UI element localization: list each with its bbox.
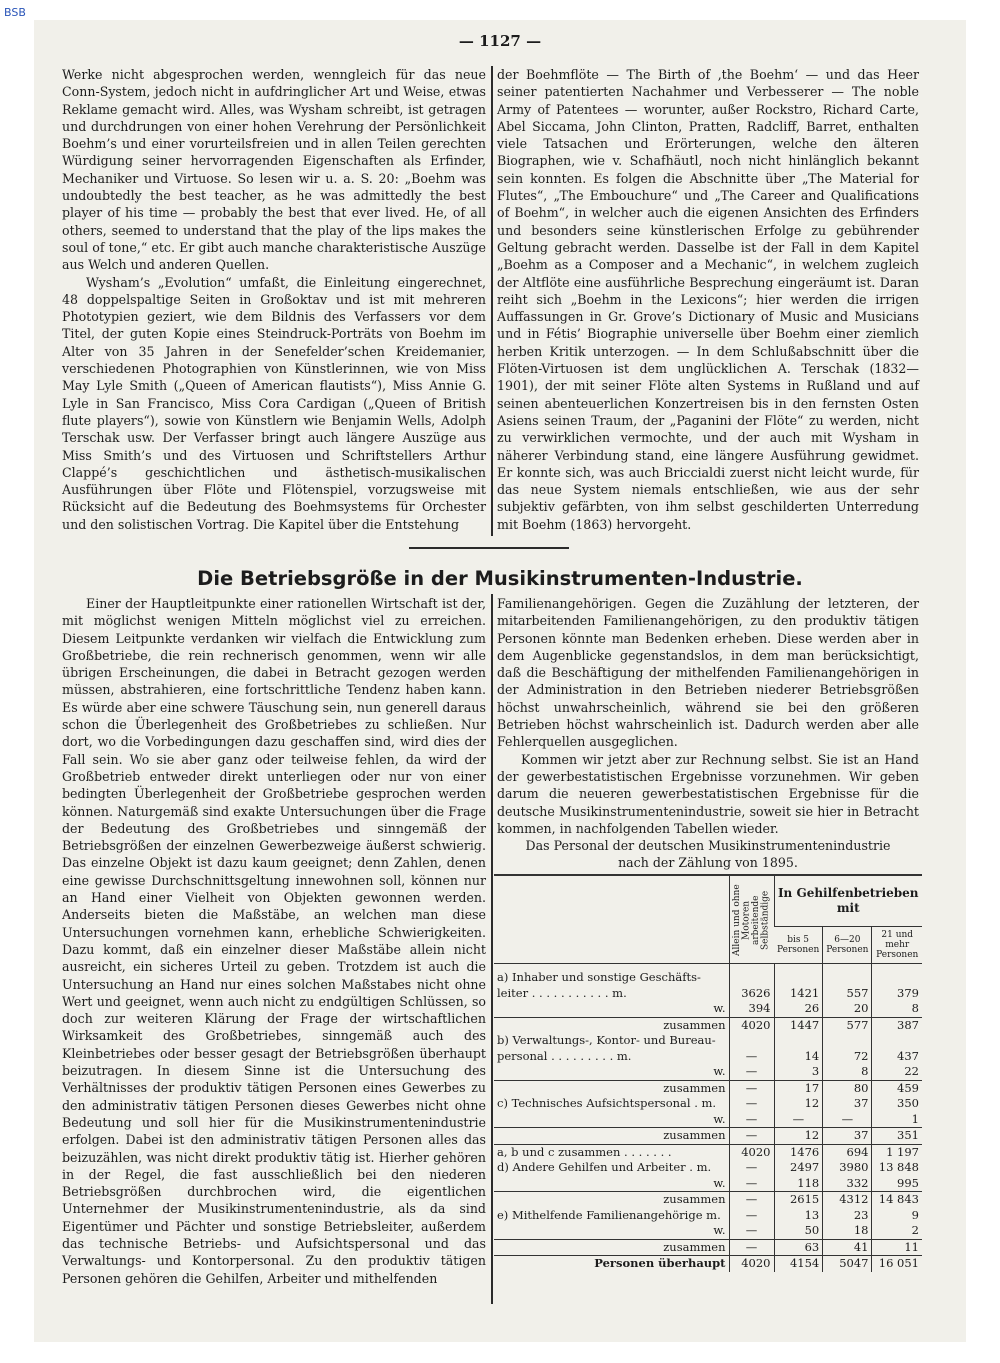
table-corner [494, 875, 729, 964]
upper-right-column [497, 66, 919, 533]
lower-right-column [497, 595, 919, 872]
cell: 3626 [729, 986, 774, 1002]
cell: 16 051 [872, 1256, 922, 1272]
cell: 1421 [774, 986, 823, 1002]
cell: 37 [823, 1096, 872, 1112]
row-c-total: zusammen [494, 1128, 729, 1145]
cell: 350 [872, 1096, 922, 1112]
cell: 14 843 [872, 1192, 922, 1208]
cell: 394 [729, 1001, 774, 1017]
cell: — [823, 1112, 872, 1128]
row-e-m: e) Mithelfende Familienangehörige m. [497, 1207, 721, 1222]
header-gehilfenbetriebe: In Gehilfenbetrieben mit [774, 875, 922, 927]
cell: 12 [774, 1128, 823, 1145]
cell: 18 [823, 1223, 872, 1239]
cell: — [729, 1080, 774, 1096]
row-a-total: zusammen [494, 1017, 729, 1033]
cell: 17 [774, 1080, 823, 1096]
page-number: — 1127 — [458, 32, 542, 50]
row-b-label: b) Verwaltungs-, Kontor- und Bureau- [497, 1033, 716, 1047]
cell: 459 [872, 1080, 922, 1096]
row-a-label: a) Inhaber und sonstige Geschäfts- [494, 964, 729, 986]
row-persons-total: Personen überhaupt [494, 1256, 729, 1272]
cell: 13 [774, 1208, 823, 1224]
row-abc-total: a, b und c zusammen . . . . . . . [494, 1144, 729, 1160]
cell: 995 [872, 1176, 922, 1192]
header-allein: Allein und ohne Motoren arbeitende Selbständige [729, 875, 774, 964]
cell: 1447 [774, 1017, 823, 1033]
cell: 2615 [774, 1192, 823, 1208]
paragraph: Familienangehörigen. Gegen die Zuzählung der letzteren, der mitarbeitenden Familienangehörigen, zu den produktiv tätigen Personen könnte man Bedenken erheben. Diese werden aber in dem Augenblicke gegenstandslos, in dem man berücksichtigt, daß die Beschäftigung der mithelfenden Familienangehörigen in der Administration in den Betrieben niederer Betriebsgrößen höchst unwahrscheinlich, während sie bei den größeren Betrieben höchst wahrscheinlich ist. Dadurch werden aber alle Fehlerquellen ausgeglichen. [497, 596, 919, 750]
row-e-total: zusammen [494, 1239, 729, 1256]
cell: 2 [872, 1223, 922, 1239]
cell: — [729, 1160, 774, 1176]
row-e-w: w. [713, 1223, 726, 1237]
row-a-m: leiter . . . . . . . . . . . m. [497, 985, 627, 1000]
article-title: Die Betriebsgröße in der Musikinstrumenten-Industrie. [197, 567, 803, 590]
cell: 1476 [774, 1144, 823, 1160]
cell: — [729, 1239, 774, 1256]
paragraph: Einer der Hauptleitpunkte einer rationellen Wirtschaft ist der, mit möglichst wenigen Mitteln möglichst viel zu erreichen. Diesem Leitpunkte verdanken wir vielfach die Entwicklung zum Großbetriebe, die rein rechnerisch genommen, wenn wir alle übrigen Erscheinungen, die dabei in Betracht gezogen werden müssen, abstrahieren, eine fortschrittliche Tendenz haben kann. Es würde aber eine schwere Täuschung sein, nun generell daraus schon die Überlegenheit des Großbetriebes zu schließen. Nur dort, wo die Vorbedingungen dazu geschaffen sind, wird dies der Fall sein. Wo sie aber ganz oder teilweise fehlen, da wird der Großbetrieb entweder direkt unterliegen oder nur von einer bedingten Überlegenheit der Großbetriebe gesprochen werden können. Naturgemäß sind exakte Untersuchungen über die Frage der Bedeutung des Großbetriebes und sinngemäß der Betriebsgrößen der einzelnen Gewerbezweige äußerst schwierig. Das einzelne Objekt ist dazu kaum geeignet; denn Zahlen, denen eine gewisse Durchschnittsgeltung innewohnen soll, können nur an Hand einer Vielheit von Objekten gewonnen werden. Anderseits bieten die Maßstäbe, an welchen man diese Untersuchungen vornehmen kann, erhebliche Schwierigkeiten. Dazu kommt, daß ein einzelner dieser Maßstäbe allein nicht ausreicht, ein sicheres Urteil zu geben. Trotzdem ist auch die Untersuchung an Hand nur eines solchen Maßstabes nicht ohne Wert und geeignet, wenn auch nicht zu endgültigen Schlüssen, so doch zur weiteren Klärung der Frage der wirtschaftlichen Wirksamkeit des Großbetriebes, sinngemäß auch des Kleinbetriebes oder besser gesagt der Betriebsgrößen überhaupt beizutragen. In diesem Sinne ist die Untersuchung des Verhältnisses der produktiv tätigen Personen eines Gewerbes zu den administrativ tätigen Personen dieses Gewerbes nicht ohne Bedeutung und soll hier für die Musikinstrumentenindustrie erfolgen. Dabei ist den administrativ tätigen Personen alles das beizuzählen, was nicht direkt produktiv tätig ist. Hierher gehören in der Regel, die fast ausschließlich bei den niederen Betriebsgrößen durchbrochen wird, die eigentlichen Unternehmer der Musikinstrumentenindustrie, als da sind Eigentümer und Pächter und sonstige Betriebsleiter, außerdem das technische Betriebs- und Aufsichtspersonal und das Verwaltungs- und Kontorpersonal. Zu den produktiv tätigen Personen gehören die Gehilfen, Arbeiter und mithelfenden [62, 596, 486, 1286]
row-b-w: w. [713, 1064, 726, 1078]
cell: — [729, 1192, 774, 1208]
cell: 387 [872, 1017, 922, 1033]
cell: 63 [774, 1239, 823, 1256]
row-c-w: w. [713, 1111, 726, 1126]
row-c-m: c) Technisches Aufsichtspersonal . m. [497, 1096, 717, 1110]
cell: — [729, 1208, 774, 1224]
column-rule-lower [491, 594, 493, 1304]
table-caption-year: nach der Zählung von 1895. [618, 855, 798, 871]
cell: 577 [823, 1017, 872, 1033]
header-6-20: 6—20 Personen [823, 927, 872, 964]
cell: 1 [872, 1112, 922, 1128]
row-d-w: w. [713, 1175, 726, 1190]
cell: — [729, 1096, 774, 1112]
cell: 2497 [774, 1160, 823, 1176]
cell: 4020 [729, 1256, 774, 1272]
personnel-table [494, 874, 922, 1272]
cell: 8 [872, 1001, 922, 1017]
cell: 332 [823, 1176, 872, 1192]
paragraph: der Boehmflöte — The Birth of ‚the Boehm‘ — und das Heer seiner patentierten Nachahmer und Verbesserer — The noble Army of Patentees — worunter, außer Rockstro, Richard Carte, Abel Siccama, John Clinton, Pratten, Radcliff, Barret, enthalten viele Tatsachen und Erörterungen, welche den älteren Biographen, wie v. Schafhäutl, noch nicht hinlänglich bekannt sein konnten. Es folgen die Abschnitte über „The Material for Flutes“, „The Embouchure“ und „The Career and Qualifications of Boehm“, in welcher auch die eigenen Ansichten des Erfinders und besonders seine künstlerischen Erfolge zu gebührender Geltung gebracht werden. Dasselbe ist der Fall in dem Kapitel „Boehm as a Composer and a Mechanic“, in welchem zugleich der Altflöte eine ausführliche Besprechung eingeräumt ist. Daran reiht sich „Boehm in the Lexicons“; hier werden die irrigen Auffassungen in Gr. Grove’s Dictionary of Music and Musicians und in Fétis’ Biographie universelle über Boehm einer ziemlich herben Kritik unterzogen. — In dem Schlußabschnitt über die Flöten-Virtuosen ist dem unglücklichen A. Terschak (1832—1901), der mit seiner Flöte alten Systems in Rußland und auf seinen abenteuerlichen Konzertreisen bis in den fernsten Osten Asiens seinen Traum, der „Paganini der Flöte“ zu werden, nicht zu verwirklichen vermochte, und der auch mit Wysham in näherer Verbindung stand, eine längere Ausführung gewidmet. Er konnte sich, was auch Briccialdi zuerst nicht leicht wurde, für das neue System niemals entschließen, wie aus der sehr subjektiv gefärbten, von ihm selbst geschilderten Unterredung mit Boehm (1863) hervorgeht. [497, 67, 919, 532]
cell: — [729, 1128, 774, 1145]
row-d-m: d) Andere Gehilfen und Arbeiter . m. [497, 1160, 712, 1174]
cell: 13 848 [872, 1160, 922, 1176]
paragraph: Werke nicht abgesprochen werden, wenngleich für das neue Conn-System, jedoch nicht in aufdringlicher Art und Weise, etwas Reklame gemacht wird. Alles, was Wysham schreibt, ist getragen und durchdrungen von einer hohen Verehrung der Persönlichkeit Boehm’s und einer vorurteilsfreien und in allen Teilen gerechten Würdigung seiner hervorragenden Eigenschaften als Erfinder, Mechaniker und Virtuose. So lesen wir u. a. S. 20: „Boehm was undoubtedly the best teacher, as he was admittedly the best player of his time — probably the best that ever lived. He, of all others, seemed to understand that the play of the lips makes the soul of tone,“ etc. Er gibt auch manche charakteristische Auszüge aus Welch und anderen Quellen. [62, 67, 486, 273]
cell: 351 [872, 1128, 922, 1145]
cell: 50 [774, 1223, 823, 1239]
cell: 72 [823, 1049, 872, 1065]
cell: — [774, 1112, 823, 1128]
row-b-m: personal . . . . . . . . . m. [497, 1048, 632, 1063]
cell: 1 197 [872, 1144, 922, 1160]
cell: 37 [823, 1128, 872, 1145]
cell: — [729, 1049, 774, 1065]
cell: 4020 [729, 1144, 774, 1160]
cell: 11 [872, 1239, 922, 1256]
cell: 379 [872, 986, 922, 1002]
cell: 5047 [823, 1256, 872, 1272]
cell: — [729, 1112, 774, 1128]
cell: — [729, 1064, 774, 1080]
row-a-w: w. [713, 1001, 726, 1015]
table-caption: Das Personal der deutschen Musikinstrumentenindustrie [525, 838, 891, 854]
cell: 23 [823, 1208, 872, 1224]
cell: 4154 [774, 1256, 823, 1272]
library-mark: BSB [4, 6, 26, 19]
row-d-total: zusammen [494, 1192, 729, 1208]
upper-left-column [62, 66, 486, 533]
cell: 14 [774, 1049, 823, 1065]
cell: 3 [774, 1064, 823, 1080]
cell: — [729, 1223, 774, 1239]
lower-left-column [62, 595, 486, 1287]
page-scan [34, 20, 966, 1342]
paragraph: Kommen wir jetzt aber zur Rechnung selbst. Sie ist an Hand der gewerbestatistischen Ergebnisse vorzunehmen. Wir geben darum die neueren gewerbestatistischen Ergebnisse für die deutsche Musikinstrumentenindustrie, soweit sie hier in Betracht kommen, in nachfolgenden Tabellen wieder. [497, 751, 919, 836]
cell: 26 [774, 1001, 823, 1017]
column-rule-upper [491, 66, 493, 536]
cell: 41 [823, 1239, 872, 1256]
cell: 4312 [823, 1192, 872, 1208]
cell: 80 [823, 1080, 872, 1096]
cell: 12 [774, 1096, 823, 1112]
cell: 9 [872, 1208, 922, 1224]
cell: — [729, 1176, 774, 1192]
paragraph: Wysham’s „Evolution“ umfaßt, die Einleitung eingerechnet, 48 doppelspaltige Seiten in Großoktav und ist mit mehreren Phototypien geziert, wie dem Bildnis des Verfassers vor dem Titel, der guten Kopie eines Steindruck-Porträts von Boehm im Alter von 35 Jahren in der Senefelder’schen Kreidemanier, verschiedenen Photographien von Künstlerinnen, wie von Miss May Lyle Smith („Queen of American flautists“), Miss Annie G. Lyle in San Francisco, Miss Cora Cardigan („Queen of British flute players“), sowie von Künstlern wie Benjamin Wells, Adolph Terschak usw. Der Verfasser bringt auch längere Auszüge aus Miss Smith’s und des Virtuosen und Schriftstellers Arthur Clappé’s geschichtlichen und ästhetisch-musikalischen Ausführungen über Flöte und Flötenspiel, vorzugsweise mit Rücksicht auf die Bedeutung des Boehmsystems für Orchester und den solistischen Vortrag. Die Kapitel über die Entstehung [62, 274, 486, 532]
cell: 8 [823, 1064, 872, 1080]
cell: 22 [872, 1064, 922, 1080]
cell: 437 [872, 1049, 922, 1065]
row-b-total: zusammen [494, 1080, 729, 1096]
cell: 557 [823, 986, 872, 1002]
cell: 118 [774, 1176, 823, 1192]
cell: 4020 [729, 1017, 774, 1033]
cell: 694 [823, 1144, 872, 1160]
cell: 20 [823, 1001, 872, 1017]
cell: 3980 [823, 1160, 872, 1176]
header-bis-5: bis 5 Personen [774, 927, 823, 964]
header-21-mehr: 21 und mehr Personen [872, 927, 922, 964]
section-separator [409, 547, 569, 549]
